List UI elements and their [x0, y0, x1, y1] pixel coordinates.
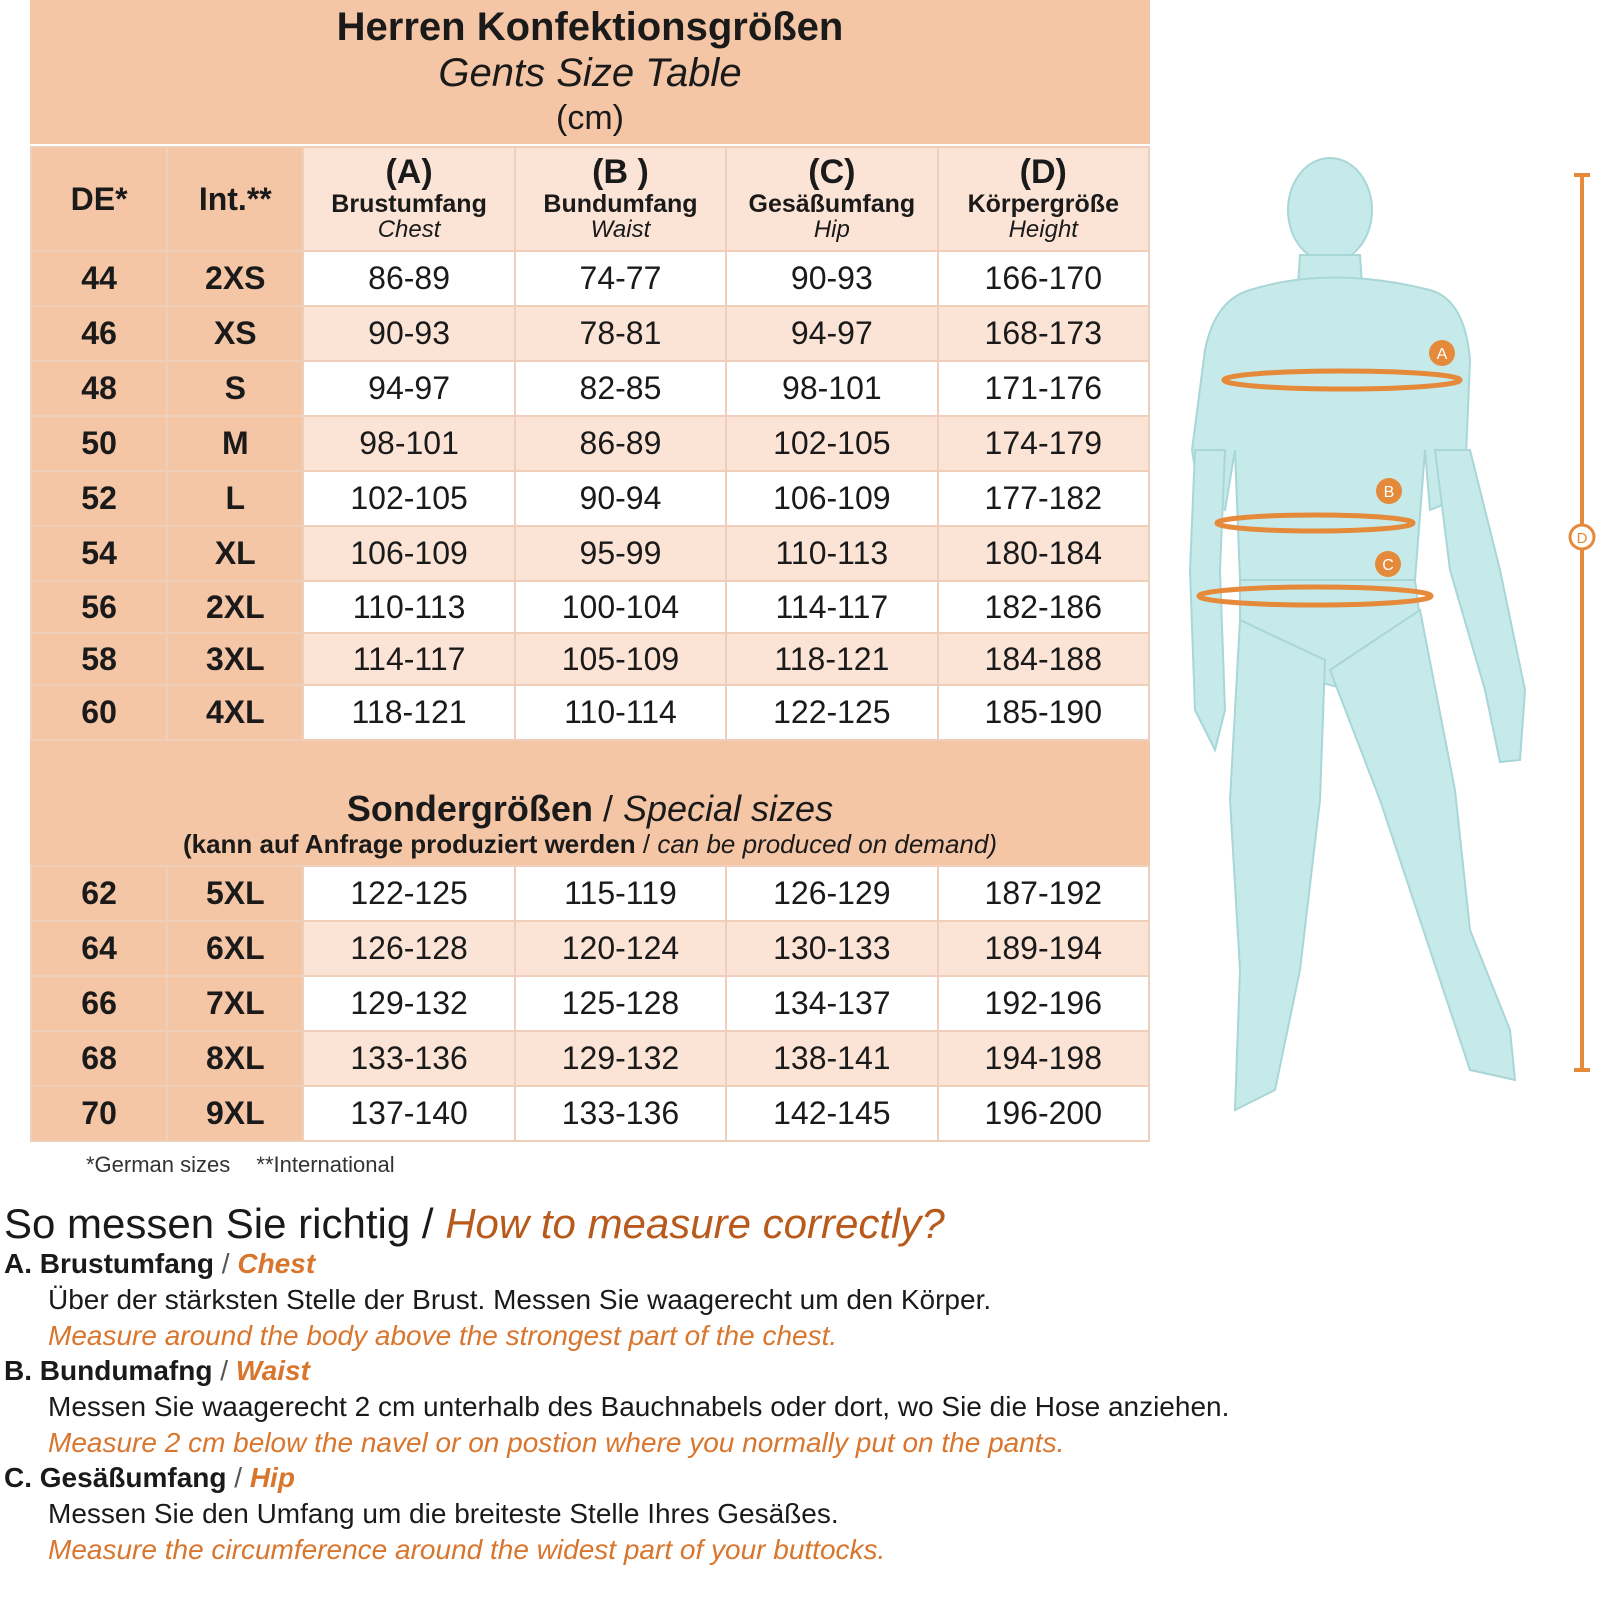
table-row: [31, 921, 1149, 976]
cell-waist: 129-132: [515, 1031, 726, 1086]
col-header-hip-letter: (C): [808, 153, 856, 192]
cell-chest: 129-132: [303, 976, 514, 1031]
cell-waist: 95-99: [515, 526, 726, 581]
cell-de-size: 64: [31, 921, 167, 976]
cell-int-size: 2XL: [167, 581, 303, 633]
table-title-en: Gents Size Table: [438, 51, 742, 95]
size-grid: [30, 146, 1150, 741]
special-note-de: (kann auf Anfrage produziert werden: [182, 829, 636, 859]
cell-height: 177-182: [938, 471, 1149, 526]
cell-int-size: 9XL: [167, 1086, 303, 1141]
cell-de-size: 60: [31, 685, 167, 740]
col-header-chest-de: Brustumfang: [331, 190, 487, 219]
cell-chest: 90-93: [303, 306, 514, 361]
instruction-waist-de: Bundumafng: [39, 1355, 213, 1386]
special-note-slash: /: [642, 829, 651, 859]
cell-hip: 130-133: [726, 921, 937, 976]
header-row: [31, 147, 1149, 251]
instruction-chest-en: Chest: [237, 1248, 316, 1279]
cell-height: 185-190: [938, 685, 1149, 740]
table-row: [31, 361, 1149, 416]
col-header-de: DE*: [31, 147, 167, 251]
cell-int-size: 5XL: [167, 866, 303, 921]
special-grid: [30, 865, 1150, 1142]
special-title-en: Special sizes: [622, 788, 834, 829]
howto-de: So messen Sie richtig /: [4, 1200, 434, 1247]
col-header-height-letter: (D): [1019, 153, 1067, 192]
cell-hip: 106-109: [726, 471, 937, 526]
instruction-waist-text-en: Measure 2 cm below the navel or on postion where you normally put on the pants.: [48, 1427, 1065, 1458]
col-header-chest-en: Chest: [377, 216, 441, 244]
special-title-de: Sondergrößen: [346, 788, 593, 829]
cell-de-size: 66: [31, 976, 167, 1031]
cell-de-size: 48: [31, 361, 167, 416]
table-row: [31, 976, 1149, 1031]
cell-chest: 118-121: [303, 685, 514, 740]
table-title-block: [30, 0, 1150, 146]
cell-height: 184-188: [938, 633, 1149, 685]
table-unit: (cm): [556, 99, 624, 137]
instruction-chest-label: A.: [4, 1248, 32, 1279]
cell-waist: 82-85: [515, 361, 726, 416]
cell-height: 196-200: [938, 1086, 1149, 1141]
instruction-chest-heading: [4, 1246, 1304, 1282]
cell-de-size: 44: [31, 251, 167, 306]
special-title-slash: /: [602, 788, 613, 829]
cell-waist: 74-77: [515, 251, 726, 306]
instruction-hip: [4, 1460, 1304, 1568]
instruction-hip-de: Gesäßumfang: [39, 1462, 227, 1493]
size-table: [30, 0, 1150, 1142]
col-header-hip-en: Hip: [813, 216, 850, 244]
col-header-waist-de: Bundumfang: [543, 190, 698, 219]
cell-height: 192-196: [938, 976, 1149, 1031]
cell-chest: 137-140: [303, 1086, 514, 1141]
cell-int-size: 3XL: [167, 633, 303, 685]
marker-a: [1429, 340, 1455, 366]
cell-chest: 86-89: [303, 251, 514, 306]
table-title-de: Herren Konfektionsgrößen: [336, 5, 844, 49]
table-row: [31, 685, 1149, 740]
svg-text:B: B: [1383, 484, 1395, 501]
cell-int-size: 8XL: [167, 1031, 303, 1086]
col-header-height-de: Körpergröße: [967, 190, 1119, 219]
cell-int-size: 6XL: [167, 921, 303, 976]
footnote-international: **International: [256, 1152, 395, 1177]
instruction-hip-en: Hip: [249, 1462, 295, 1493]
cell-height: 174-179: [938, 416, 1149, 471]
col-header-chest-letter: (A): [385, 153, 433, 192]
cell-waist: 105-109: [515, 633, 726, 685]
cell-de-size: 56: [31, 581, 167, 633]
cell-hip: 90-93: [726, 251, 937, 306]
instruction-hip-label: C.: [4, 1462, 32, 1493]
footnote-german: *German sizes: [86, 1152, 231, 1177]
cell-chest: 102-105: [303, 471, 514, 526]
col-header-waist-letter: (B ): [592, 153, 649, 192]
cell-height: 180-184: [938, 526, 1149, 581]
table-row: [31, 416, 1149, 471]
table-row: [31, 866, 1149, 921]
instruction-waist-en: Waist: [235, 1355, 310, 1386]
cell-waist: 115-119: [515, 866, 726, 921]
col-header-height-en: Height: [1008, 216, 1078, 244]
cell-hip: 134-137: [726, 976, 937, 1031]
table-row: [31, 581, 1149, 633]
special-note-en: can be produced on demand): [657, 829, 998, 859]
cell-int-size: XS: [167, 306, 303, 361]
cell-height: 194-198: [938, 1031, 1149, 1086]
col-header-chest: [303, 147, 514, 251]
table-row: [31, 471, 1149, 526]
cell-waist: 110-114: [515, 685, 726, 740]
howto-en: How to measure correctly?: [445, 1200, 945, 1247]
instruction-waist: [4, 1353, 1304, 1461]
cell-waist: 78-81: [515, 306, 726, 361]
col-header-int: Int.**: [167, 147, 303, 251]
cell-height: 189-194: [938, 921, 1149, 976]
cell-hip: 138-141: [726, 1031, 937, 1086]
cell-de-size: 52: [31, 471, 167, 526]
col-header-waist-en: Waist: [590, 216, 651, 244]
cell-height: 166-170: [938, 251, 1149, 306]
instruction-waist-text-de: Messen Sie waagerecht 2 cm unterhalb des Bauchnabels oder dort, wo Sie die Hose anziehen.: [48, 1391, 1230, 1422]
cell-chest: 122-125: [303, 866, 514, 921]
marker-b: [1376, 478, 1402, 504]
table-row: [31, 1031, 1149, 1086]
cell-de-size: 58: [31, 633, 167, 685]
cell-de-size: 50: [31, 416, 167, 471]
cell-chest: 133-136: [303, 1031, 514, 1086]
body-silhouette: [1190, 158, 1525, 1110]
cell-hip: 98-101: [726, 361, 937, 416]
cell-waist: 125-128: [515, 976, 726, 1031]
instruction-chest-slash: /: [221, 1248, 230, 1279]
cell-int-size: 2XS: [167, 251, 303, 306]
cell-chest: 114-117: [303, 633, 514, 685]
instruction-waist-label: B.: [4, 1355, 32, 1386]
marker-c: [1375, 551, 1401, 577]
cell-chest: 110-113: [303, 581, 514, 633]
cell-chest: 94-97: [303, 361, 514, 416]
cell-de-size: 68: [31, 1031, 167, 1086]
cell-int-size: M: [167, 416, 303, 471]
cell-hip: 94-97: [726, 306, 937, 361]
instruction-chest-text-en: Measure around the body above the strongest part of the chest.: [48, 1320, 838, 1351]
col-header-hip: [726, 147, 937, 251]
cell-waist: 90-94: [515, 471, 726, 526]
cell-hip: 102-105: [726, 416, 937, 471]
cell-int-size: L: [167, 471, 303, 526]
cell-hip: 110-113: [726, 526, 937, 581]
special-sizes-header: [30, 741, 1150, 865]
instruction-waist-slash: /: [220, 1355, 228, 1386]
table-row: [31, 306, 1149, 361]
instruction-chest-de: Brustumfang: [39, 1248, 215, 1279]
table-row: [31, 251, 1149, 306]
col-header-waist: [515, 147, 726, 251]
special-sizes-note: [30, 829, 1150, 859]
cell-hip: 122-125: [726, 685, 937, 740]
cell-chest: 106-109: [303, 526, 514, 581]
body-measurement-figure: [1180, 150, 1600, 1150]
col-header-height: [938, 147, 1149, 251]
cell-waist: 133-136: [515, 1086, 726, 1141]
cell-int-size: 4XL: [167, 685, 303, 740]
cell-height: 168-173: [938, 306, 1149, 361]
instruction-waist-heading: [4, 1353, 1304, 1389]
howto-heading: [4, 1200, 945, 1248]
table-row: [31, 633, 1149, 685]
cell-waist: 120-124: [515, 921, 726, 976]
col-header-hip-de: Gesäßumfang: [748, 190, 916, 219]
instruction-chest: [4, 1246, 1304, 1354]
cell-hip: 142-145: [726, 1086, 937, 1141]
svg-text:A: A: [1436, 346, 1448, 363]
instruction-hip-slash: /: [234, 1462, 243, 1493]
cell-chest: 98-101: [303, 416, 514, 471]
cell-de-size: 70: [31, 1086, 167, 1141]
cell-int-size: 7XL: [167, 976, 303, 1031]
cell-de-size: 54: [31, 526, 167, 581]
cell-int-size: S: [167, 361, 303, 416]
marker-d: [1570, 525, 1594, 549]
svg-text:D: D: [1576, 530, 1588, 547]
instruction-hip-text-de: Messen Sie den Umfang um die breiteste Stelle Ihres Gesäßes.: [48, 1498, 839, 1529]
cell-hip: 114-117: [726, 581, 937, 633]
special-sizes-title: [30, 789, 1150, 829]
footnotes: [86, 1152, 415, 1178]
cell-de-size: 46: [31, 306, 167, 361]
table-row: [31, 526, 1149, 581]
instruction-hip-text-en: Measure the circumference around the widest part of your buttocks.: [48, 1534, 886, 1565]
cell-hip: 126-129: [726, 866, 937, 921]
cell-de-size: 62: [31, 866, 167, 921]
cell-hip: 118-121: [726, 633, 937, 685]
cell-waist: 100-104: [515, 581, 726, 633]
cell-int-size: XL: [167, 526, 303, 581]
cell-height: 187-192: [938, 866, 1149, 921]
cell-waist: 86-89: [515, 416, 726, 471]
height-measure-line: [1574, 175, 1590, 1070]
cell-height: 182-186: [938, 581, 1149, 633]
svg-text:C: C: [1382, 557, 1394, 574]
table-row: [31, 1086, 1149, 1141]
cell-chest: 126-128: [303, 921, 514, 976]
cell-height: 171-176: [938, 361, 1149, 416]
instruction-chest-text-de: Über der stärksten Stelle der Brust. Messen Sie waagerecht um den Körper.: [48, 1284, 992, 1315]
instruction-hip-heading: [4, 1460, 1304, 1496]
